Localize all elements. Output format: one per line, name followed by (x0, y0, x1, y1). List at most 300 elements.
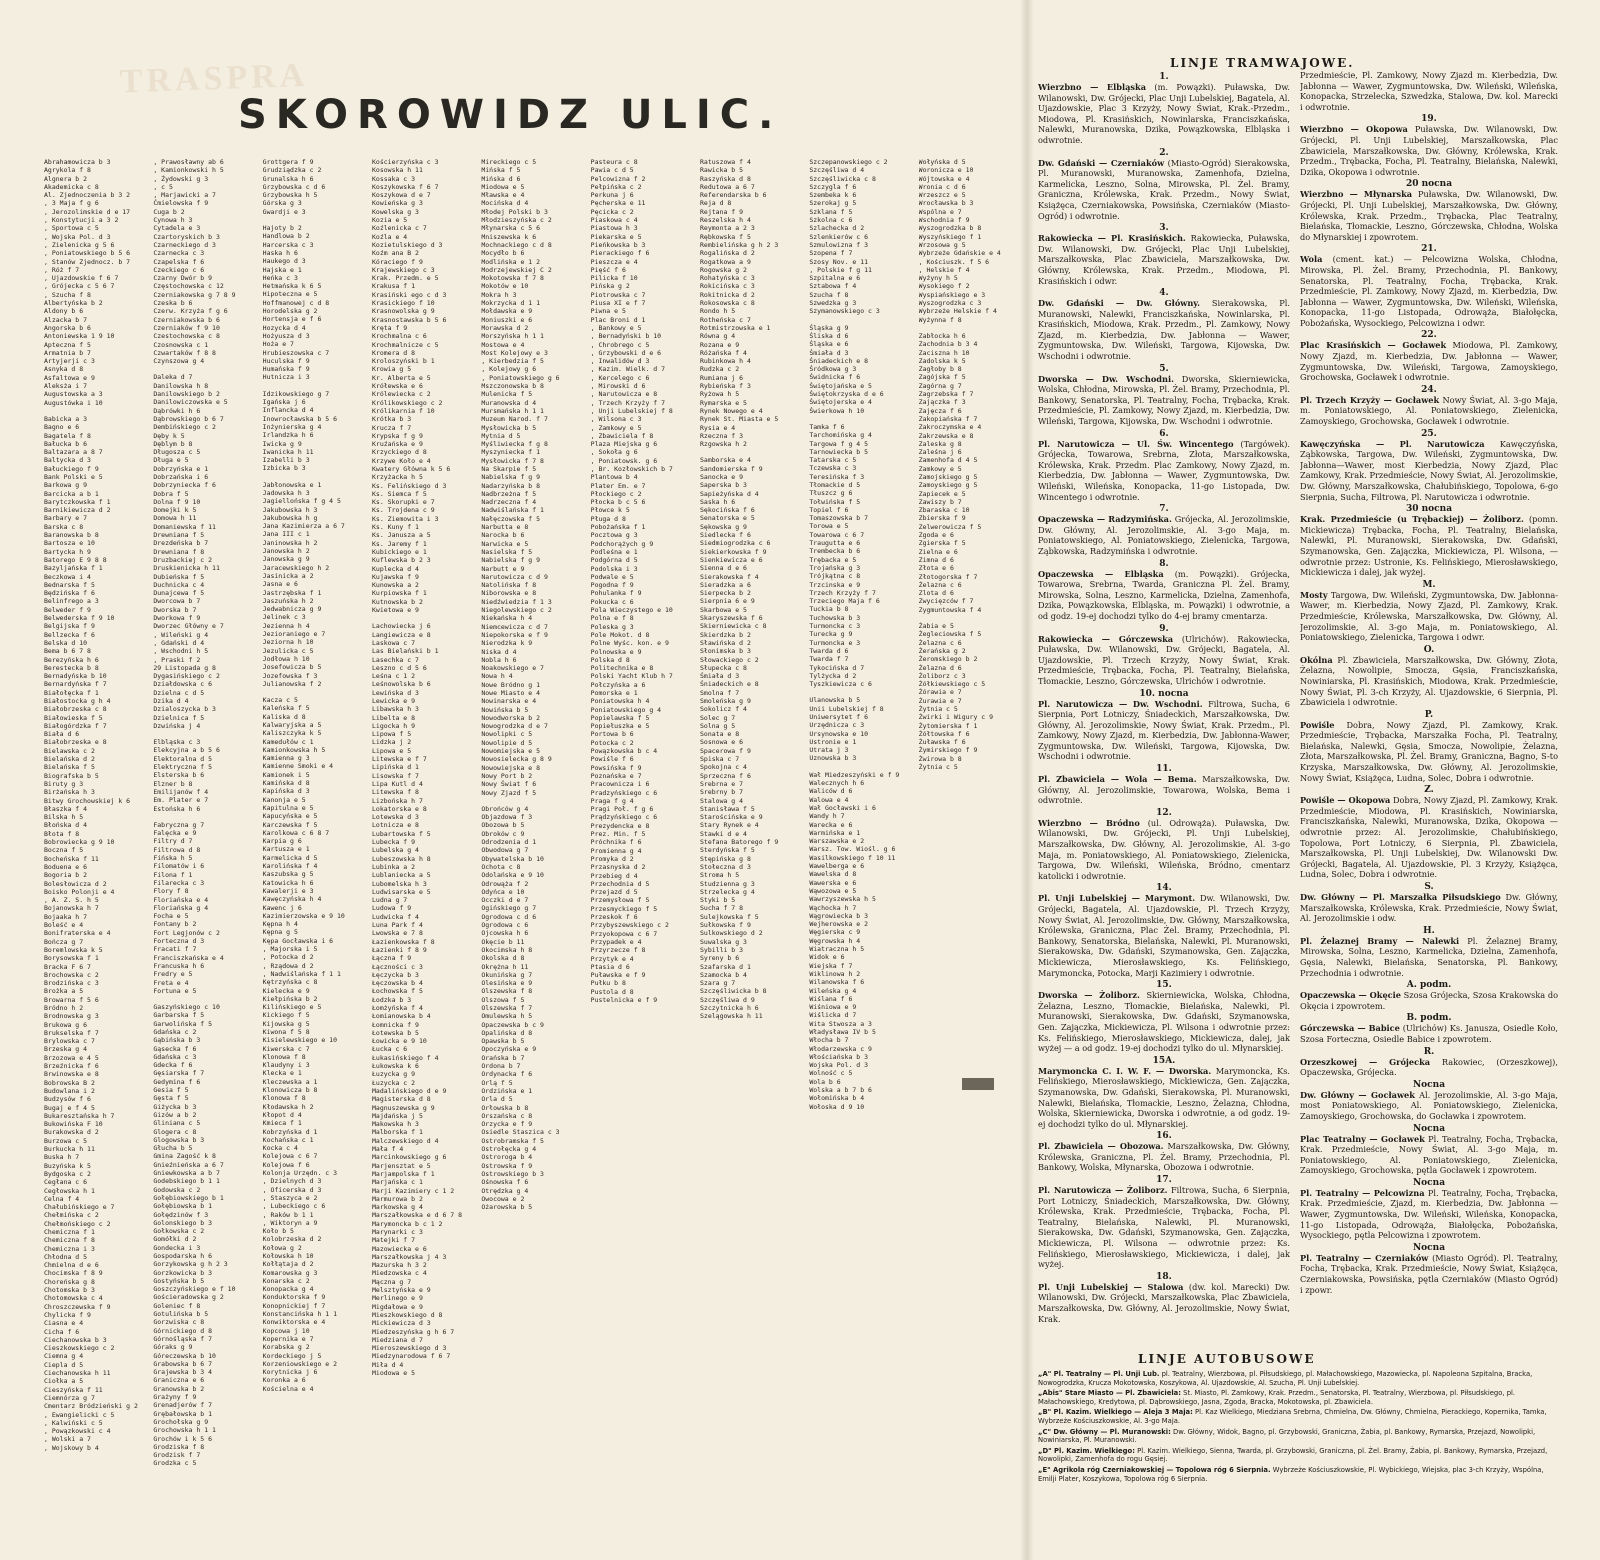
street-entry: Niepokorska e f 9 (481, 630, 548, 639)
street-entry: Królikowskiego c 2 (372, 398, 443, 407)
street-entry: Bonifraterska e 4 (44, 929, 111, 938)
street-entry: Sienna d e 6 (700, 564, 747, 573)
tram-line-endpoints: Plac Teatralny — Gocławek (1300, 1133, 1425, 1144)
street-entry: , Stanów Zjednocz. b 7 (44, 257, 131, 266)
street-entry: Gołędzinów f 3 (153, 1210, 209, 1219)
street-entry: Lachowiecka j 6 (372, 622, 431, 631)
street-entry: , Staszyca e 2 (262, 1193, 318, 1202)
street-entry: Szosy Nov. e 11 (809, 257, 869, 266)
street-entry: Fort Legjonów c 2 (153, 928, 220, 937)
street-entry: Kolejowa f 6 (262, 1160, 310, 1169)
street-entry: Kamienne Smoki e 4 (262, 762, 334, 771)
street-entry: Bugaj e f 4 5 (44, 1103, 95, 1112)
street-entry: Pustola d 8 (590, 987, 634, 996)
street-entry: Dobrzyńska e 1 (153, 464, 209, 473)
tram-line-streets: Dobra, Nowy Zjazd, Pl. Zamkowy, Krak. Przedmieście, Trębacka, Marszałka Focha, Pl. Teatralny, Bielańska, Nalewki, Gęsia, Smocza, Nowolipie, Żelazna, Złota, Marszałkowska, Pl. Żel. Bramy, Graniczna, Bagno, S-to Krzyska, Marszałkowska, Dw. Główny, Al. Jerozolimskie, Nowy Świat, Książęca, Ludna, Solec, Dobra i odwrotnie. (1300, 719, 1558, 783)
tram-line-endpoints: Dw. Gdański — Dw. Główny. (1038, 298, 1200, 309)
street-entry: Czarny Dwór b 9 (153, 274, 213, 283)
tram-line-route (1038, 634, 1290, 687)
street-entry: Młodej Polski b 3 (481, 207, 548, 216)
street-entry: Trzeciego Maja f 6 (809, 597, 880, 606)
street-entry: Lisowska f 7 (372, 771, 419, 780)
street-entry: Koło b 5 (262, 1227, 294, 1236)
street-entry: Kościelna e 4 (262, 1384, 314, 1393)
street-entry: Będzińska f 6 (44, 589, 95, 598)
street-entry: Błota f 8 (44, 829, 80, 838)
tram-line-streets: Puławska, Dw. Wilanowski, Dw. Grójecki, Pl. Unji Lubelskiej, Marszałkowska, Dw. Główny, Królewska, Krak. Przedm., Trębacka, Plac Teatralny, Bielańska, Tłomackie, Leszno, Górczewska, Chłodna, Wolska do Młynarskiej i zpowrotem. (1300, 189, 1558, 242)
street-entry: Gnieźnieńska a 6 7 (153, 1160, 224, 1169)
tram-line-streets: (pomn. Mickiewicza) Trębacka, Focha, Pl. Teatralny, Bielańska, Nalewki, Pl. Muranowski, Sierakowska, Dw. Gdański, Szymanowska, Gen. Zajączka, Mickiewicza, Pl. Wilsona, — odwrotnie przez: Ustronie, Ks. Felińskiego, Mierosławskiego, Mickiewicza i dalej, jak wyżej. (1300, 514, 1558, 578)
street-entry: Belinfrego a 3 (44, 597, 99, 606)
street-entry: , Br. Kozłowskich b 7 (590, 464, 673, 473)
street-entry: Szembeka k 6 (809, 191, 857, 200)
street-entry: Chełmońskiego c 2 (44, 1219, 111, 1228)
street-entry: Omulewska h 5 (481, 1012, 533, 1021)
street-entry: Niegolewskiego c 2 (481, 606, 552, 615)
tram-line (1038, 148, 1290, 222)
street-entry: Kaliszczyka k 5 (262, 729, 322, 738)
street-entry: Dęblym b 8 (153, 439, 193, 448)
street-entry: Przejazd d 5 (590, 888, 638, 897)
street-entry: Babicka a 3 (44, 414, 88, 423)
tram-line-number: 19. (1421, 114, 1437, 125)
street-entry: Tykocińska d 7 (809, 663, 865, 672)
street-entry: Grębałowska b 1 (153, 1409, 213, 1418)
street-entry: Pogodna f 9 (590, 581, 634, 590)
street-entry: Lubomelska h 3 (372, 879, 427, 888)
street-entry: Belweder f 9 (44, 605, 91, 614)
street-entry: Ciechanowska b 3 (44, 1335, 107, 1344)
street-entry: Kunowska a 2 (372, 581, 419, 590)
tram-line-route (1300, 1090, 1558, 1122)
tram-line-route (1038, 569, 1290, 622)
street-entry: Starościńska e 9 (700, 813, 763, 822)
bus-line-streets: St. Miasto, Pl. Zamkowy, Krak. Przedm., Senatorska, Pl. Teatralny, Wierzbowa, pl. Piłsudskiego, pl. Małachowskiego, Kredytowa, pl. Dąbrowskiego, Jasna, Zgoda, Bracka, Mokotowska, pl. Zbawiciela. (1038, 1389, 1516, 1406)
street-entry: Focha e 5 (153, 912, 189, 921)
street-entry: Grzybowska h 5 (262, 191, 318, 200)
street-entry: , Grójecka c 5 6 7 (44, 282, 115, 291)
street-entry: , Grzybowski d e 6 (590, 348, 662, 357)
street-entry: Modlińska e 1 2 (481, 257, 541, 266)
street-entry: Klonowa f 8 (262, 1094, 306, 1103)
street-entry: Garbarska f 5 (153, 1011, 205, 1020)
tram-line (1300, 980, 1558, 1011)
street-entry: Śliska d 6 (809, 331, 849, 340)
street-entry: Fińska h 5 (153, 854, 193, 863)
street-entry: Olszewska f 8 (481, 987, 533, 996)
street-entry: Zakopiańska f 7 (918, 414, 978, 423)
tram-line-streets: Marszałkowska, Dw. Główny, Al. Jerozolimskie, Towarowa, Wolska, Bema i odwrotnie. (1038, 774, 1290, 806)
street-entry: Tuckia b 8 (809, 605, 849, 614)
street-entry: Hetmańska k 6 5 (262, 282, 322, 291)
bus-line (1038, 1428, 1558, 1445)
street-entry: Śląska e 6 (809, 340, 849, 349)
index-column (700, 158, 803, 1538)
street-entry: Filona f 1 (153, 870, 193, 879)
street-entry: Włodarzewska c 9 (809, 1044, 872, 1053)
bus-line-streets: Pl. Kazim. Wielkiego, Sienna, Twarda, pl. Grzybowski, Graniczna, pl. Żel. Bramy, Żabia, pl. Bankowy, Rymarska, Przejazd, Nowolipki, Zamenhofa do rogu Gęsiej. (1038, 1446, 1548, 1464)
street-entry: Białostocka g h 4 (44, 697, 111, 705)
street-entry: Szczęśliwa d 4 (809, 166, 865, 175)
street-entry: , Konstytucji a 3 2 (44, 216, 119, 225)
street-entry: Kępna g 5 (262, 928, 298, 937)
street-entry: Nowińska b 5 (481, 705, 529, 714)
street-entry: Leśna c 1 2 (372, 672, 416, 681)
street-entry: Ordynacka f 6 (481, 1070, 533, 1079)
street-entry: Gesia f 5 (153, 1086, 189, 1095)
street-entry: Łomianowska b 4 (372, 1012, 431, 1021)
street-entry: Kazimierzowska e 9 10 (262, 911, 345, 920)
street-entry: Kłodawska h 2 (262, 1102, 314, 1111)
tram-line-number: 20 nocna (1405, 179, 1453, 190)
street-entry: Dobra f 5 (153, 489, 189, 498)
street-entry: Kowieńska g 3 (372, 199, 423, 208)
street-entry: Sierpnia 6 e 9 (700, 597, 755, 606)
tram-line (1038, 883, 1290, 978)
tram-line-number: 2. (1159, 147, 1169, 158)
street-entry: Asnyka d 8 (44, 365, 84, 374)
street-entry: Rzeczna f 3 (700, 431, 744, 440)
tram-line-route (1300, 990, 1558, 1011)
street-entry: Gedymina f 6 (153, 1077, 201, 1086)
street-entry: Mytnia d 5 (481, 431, 521, 440)
street-entry: Karczewska f 5 (262, 820, 318, 829)
street-entry: Trembecka b 6 (809, 547, 861, 556)
street-entry: Em. Plater e 7 (153, 796, 209, 805)
street-entry: Gościeradowska g 2 (153, 1293, 224, 1302)
street-entry: Rotheńska c 7 (700, 315, 751, 324)
bus-line-endpoints: „D" Pl. Kazim. Wielkiego: (1038, 1446, 1135, 1455)
street-entry: Złota e 6 (918, 564, 954, 573)
street-entry: Konduktorska f 9 (262, 1293, 326, 1302)
street-entry: Kmieca f 1 (262, 1119, 302, 1128)
street-entry: Kapucyńska e 5 (262, 812, 318, 821)
street-entry: Góraks g 9 (153, 1343, 193, 1352)
street-entry: Horodelska g 2 (262, 307, 318, 316)
street-entry: Grochowska h 1 1 (153, 1426, 216, 1435)
tram-line-endpoints: Górczewska — Babice (1300, 1023, 1400, 1034)
street-entry: , Zamkowy e 5 (590, 423, 642, 432)
street-entry: , Zielenicka g 5 6 (44, 240, 115, 249)
street-entry: Konstancińska h 1 1 (262, 1310, 338, 1319)
street-entry: Pomorska e 1 (590, 689, 638, 697)
street-entry: Uniwersytet f 6 (809, 713, 869, 721)
street-entry: Łodzka b 3 (372, 995, 412, 1004)
street-entry: Szczęśliwicka c 8 (809, 174, 876, 183)
street-entry: Spacerowa f 9 (700, 746, 751, 755)
street-entry: Cmentarz Bródzieński g 2 (44, 1402, 138, 1411)
street-entry: Przyrzecze f 8 (590, 946, 646, 955)
street-entry: Zlota d 6 (918, 589, 954, 598)
tram-line-number: 25. (1421, 428, 1437, 439)
street-entry: Kruźańska e 9 (372, 440, 423, 449)
street-entry: Wąwozowa e 5 (809, 886, 857, 895)
tram-line (1038, 223, 1290, 286)
tram-line-streets: Rakowiec, (Orzeszkowej), Opaczewska, Grójecka. (1300, 1056, 1558, 1078)
street-entry: , Raków b 1 1 (262, 1210, 314, 1219)
tram-line-route (1038, 990, 1290, 1054)
street-entry: Barnikiewicza d 2 (44, 506, 111, 515)
street-entry: Chylicka f 9 (44, 1310, 91, 1319)
street-entry: Marymoncka b c 1 2 (372, 1219, 443, 1228)
tram-line-streets: (ul. Odrowąża). Puławska, Dw. Wilanowski, Dw. Grójecki, Pl. Unji Lubelskiej, Marszałkowska, Dw. Główny, Al. Jerozolimskie, Al. 3-go Maja, m. Poniatowskiego, Al. Poniatowskiego, Zielenicka, Targowa, Dw. Wileński, Wileńska, Bródno, cmentarz katolicki i odwrotnie. (1038, 817, 1290, 881)
street-entry: Kordeckiego j 5 (262, 1351, 322, 1360)
tram-line (1300, 385, 1558, 427)
street-entry: Muranowska d 4 (481, 398, 537, 407)
street-entry: Kępa Gocławska i 6 (262, 936, 334, 945)
street-entry: Ludwicka f 4 (372, 912, 419, 921)
tram-line-route (1300, 795, 1558, 880)
street-entry: Harcerska c 3 (262, 240, 314, 249)
tram-line (1300, 580, 1558, 643)
tram-line-route (1300, 655, 1558, 708)
street-entry: Sękowska g 9 (700, 522, 747, 531)
tram-line-endpoints: Pl. Teatralny — Pelcowizna (1300, 1187, 1425, 1198)
tram-line-number: P. (1424, 709, 1434, 720)
street-entry: Miedzeszyńska g h 6 7 (372, 1327, 455, 1336)
street-entry: Rybieńska f 3 (700, 382, 751, 391)
street-entry: Rejtana f 9 (700, 207, 744, 216)
tram-line-endpoints: Wierzbno — Młynarska (1300, 189, 1413, 200)
street-entry: Szklana f 5 (809, 207, 853, 216)
tram-line-endpoints: Wierzbno — Okopowa (1300, 124, 1408, 135)
street-entry: Okolska d 8 (481, 954, 525, 963)
street-entry: Słowackiego c 2 (700, 655, 759, 664)
street-entry: Kiwerska c 7 (262, 1044, 310, 1053)
street-entry: Pragi Poł. f g 6 (590, 805, 654, 814)
street-entry: Izabelli b 3 (262, 456, 310, 465)
street-entry: Kosowska h 11 (372, 166, 423, 175)
bus-line (1038, 1370, 1558, 1387)
street-entry: Praga f g 4 (590, 796, 634, 805)
street-entry: Karolińska f 4 (262, 862, 318, 871)
tram-line-number: H. (1423, 925, 1435, 936)
street-entry: Siedmiogrodzka c 6 (700, 539, 771, 548)
tram-line-endpoints: Powiśle (1300, 719, 1335, 730)
street-entry: Szara g 7 (700, 979, 736, 988)
street-entry: , Kercelego c 6 (590, 373, 650, 382)
street-entry: Brożka a 5 (44, 987, 84, 996)
tram-line-number: A. podm. (1406, 980, 1452, 991)
street-entry: Kawenc j 6 (262, 903, 302, 912)
street-entry: Igańska j 6 (262, 398, 306, 407)
street-entry: Łuzycka c 2 (372, 1078, 416, 1087)
street-entry: Brukselska f 7 (44, 1028, 99, 1037)
street-entry: Apteczna f 5 (44, 340, 91, 349)
street-entry: Łucka c 6 (372, 1045, 408, 1054)
street-entry: Warszawska e 2 (809, 837, 865, 846)
street-entry: Giżycka b 3 (153, 1102, 197, 1111)
street-entry: Muzeum Narod. f 7 (481, 415, 548, 424)
street-entry: Hoża e 7 (262, 340, 294, 349)
street-entry: Pęcherska e 11 (590, 199, 646, 208)
street-entry: Birżańska h 3 (44, 788, 95, 797)
street-entry: Białobrzeska e 8 (44, 738, 107, 747)
tram-line-streets: Szosa Grójecka, Szosa Krakowska do Okęcia i zpowrotem. (1300, 990, 1558, 1011)
street-entry: Długosza c 5 (153, 448, 201, 457)
street-entry: Trojańska g 3 (809, 563, 861, 572)
street-entry: Polski Yacht Klub h 7 (590, 672, 673, 681)
street-entry: Siedlecka f 6 (700, 531, 751, 540)
street-entry: Bernardyńska f 7 (44, 680, 107, 689)
street-entry: Jedwabnicza g 9 (262, 605, 322, 614)
street-entry: Hozycka d 4 (262, 323, 306, 332)
tram-line-endpoints: Dw. Gdański — Czerniaków (1038, 157, 1165, 168)
street-entry: Nierodzka k 9 (481, 639, 533, 648)
tram-line (1300, 710, 1558, 784)
street-entry: Pola Wieczystego e 10 (590, 606, 673, 615)
street-entry: Biała d 6 (44, 730, 80, 739)
street-entry: Ludwisarska e 5 (372, 887, 431, 896)
tram-line-number: 9. (1159, 623, 1169, 634)
street-entry: Mokotów e 10 (481, 282, 529, 291)
street-entry: , Bankowy e 5 (590, 323, 642, 332)
street-entry: Młynarska c 5 6 (481, 224, 541, 233)
street-entry: Kępna h 4 (262, 920, 298, 929)
street-entry: Floriańska g 4 (153, 903, 209, 912)
tram-line-route (1038, 233, 1290, 286)
tram-line-endpoints: Pl. Trzech Krzyży — Gocławek (1300, 394, 1440, 405)
street-entry: Bema b 6 7 8 (44, 647, 91, 656)
street-entry: Sapieżyńska d 4 (700, 489, 759, 498)
tram-line-number: 24. (1421, 384, 1437, 395)
street-entry: Skaryszewska f 6 (700, 614, 763, 623)
street-entry: , Chrobrego c 5 (590, 340, 650, 349)
street-entry: , Wojskowy b 4 (44, 1443, 99, 1452)
street-entry: Węgierska c 9 (809, 928, 861, 937)
street-entry: Hożyusza d 3 (262, 331, 310, 340)
street-entry: Krasnowolska g 9 (372, 307, 435, 316)
street-entry: Klonowa f 8 (262, 1052, 306, 1061)
street-entry: Godowska c 2 (153, 1185, 201, 1194)
street-entry: Brodzińska c 3 (44, 979, 99, 988)
street-entry: Marszałkowska e d 6 7 8 (372, 1211, 463, 1220)
tram-line-number: S. (1424, 882, 1434, 892)
tram-line-number: 6. (1159, 428, 1169, 439)
tram-line-endpoints: Wola (1300, 254, 1323, 265)
street-entry: Góreczewska b 10 (153, 1351, 216, 1360)
street-entry: Przebieg d 4 (590, 871, 638, 880)
street-entry: , Zbawiciela f 8 (590, 431, 654, 440)
street-entry: Morawska d 2 (481, 323, 529, 332)
tram-line-number: Nocna (1412, 1177, 1446, 1188)
street-entry: Kr. Alberta e 5 (372, 373, 431, 382)
street-entry: Krowia g 5 (372, 365, 412, 374)
tram-line (1038, 364, 1290, 427)
street-entry: Tołwińska f 5 (809, 497, 861, 506)
street-entry: Mireckiego c 5 (481, 158, 537, 166)
street-entry: Nowogrodzka d e 7 (481, 722, 548, 731)
street-entry: Mysłowicka b 5 (481, 423, 537, 432)
street-entry: Przytyk e 4 (590, 954, 634, 963)
street-entry: Buzyńska k 5 (44, 1161, 91, 1170)
street-entry: Żytnia c 5 (918, 705, 958, 713)
tram-line-endpoints: Opaczewska — Radzymińska. (1038, 514, 1172, 525)
street-entry: Koronka a 6 (262, 1376, 306, 1385)
street-entry: Uznowska b 3 (809, 754, 857, 763)
street-entry: Belgijska f 9 (44, 622, 95, 631)
street-entry: Mławska e 4 (481, 191, 525, 200)
street-entry: Pohulanka f 9 (590, 589, 642, 598)
street-entry: Saperska b 3 (700, 481, 747, 490)
street-entry: Mieszkowskiego d 8 (372, 1310, 443, 1319)
street-entry: Tylżycka d 2 (809, 671, 857, 680)
street-entry: Sulkowskiego d 2 (700, 929, 763, 938)
street-entry: Iwicka g 9 (262, 439, 302, 448)
street-entry: Dzika d 4 (153, 697, 189, 705)
street-entry: , Kazim. Wielk. d 7 (590, 365, 666, 374)
street-entry: Julianowska f 2 (262, 679, 322, 688)
street-entry: Gdańska c 2 (153, 1027, 197, 1036)
street-entry: Elekcyjna a b 5 6 (153, 746, 220, 755)
street-entry: Sławińska d 2 (700, 638, 751, 647)
street-entry: Ciołka a 5 (44, 1377, 84, 1386)
street-entry: Podwale e 5 (590, 572, 634, 581)
street-entry: , Wilsona c 3 (590, 415, 642, 424)
street-entry: Drewniana f 8 (153, 547, 205, 556)
street-entry: Promienna g 4 (590, 846, 642, 855)
street-entry: Sierpecka b 2 (700, 589, 751, 598)
street-entry: Sztabowa f 4 (809, 282, 857, 291)
street-entry: Lipa Kutl d 4 (372, 779, 423, 788)
street-entry: Janinowska h 2 (262, 538, 318, 547)
street-entry: Sanocka e 9 (700, 472, 744, 481)
street-entry: Kapińska d 3 (262, 787, 310, 796)
tram-line-endpoints: Rakowiecka — Górczewska (1038, 633, 1174, 644)
street-entry: Dworkowa f 9 (153, 614, 201, 623)
street-entry: Twarda f 7 (809, 655, 849, 664)
street-entry: Sokolicz f 4 (700, 705, 747, 714)
street-entry: Styki b 5 (700, 896, 736, 905)
street-entry: Łukowska k 6 (372, 1062, 419, 1071)
street-entry: Albertyńska b 2 (44, 299, 103, 308)
street-entry: Boisko Polonji e 4 (44, 887, 115, 896)
street-entry: Poniatowska h 4 (590, 697, 650, 706)
tram-line-streets: Pl. Żelaznej Bramy, Mirowska, Solna, Leszno, Karmelicka, Dzielna, Zamenhofa, Gęsia, Nalewki, Bielańska, Senatorska, Pl. Bankowy, Przechodnia i odwrotnie. (1300, 935, 1558, 978)
street-entry: Wandy h 7 (809, 812, 845, 821)
street-entry: Komarowska g 3 (262, 1268, 318, 1277)
street-entry: Koźm ana B 2 (372, 249, 419, 258)
tram-line-endpoints: Marymoncka C. I. W. F. — Dworska. (1038, 1065, 1212, 1076)
street-entry: Ostrobramska f 5 (481, 1136, 544, 1145)
street-entry: Białowieska f 5 (44, 713, 103, 722)
street-entry: Równa g 4 (700, 332, 736, 341)
street-entry: Trzech Krzyży f 7 (809, 588, 876, 597)
street-entry: Wiatraczna h 5 (809, 945, 865, 954)
street-entry: Garwolińska f 5 (153, 1019, 213, 1028)
street-entry: Dzwińska j 4 (153, 721, 201, 730)
tram-line-streets: Puławska, Dw. Wilanowski, Dw. Grójecki, Pl. Unji Lubelskiej, Marszałkowska, Plac Zbawiciela, Marszałkowska, Dw. Główny, Królewska, Krak. Przedm., Trębacka, Focha, Pl. Teatralny, Bielańska, Nalewki, Dzika, Okopowa i odwrotnie. (1300, 124, 1558, 177)
street-entry: Modrzejewskiej C 2 (481, 265, 552, 274)
street-entry: Częstochowska c 12 (153, 282, 224, 291)
street-entry: Łowicka e 9 10 (372, 1037, 427, 1046)
street-entry: Żabia e 5 (918, 622, 954, 631)
street-entry: Kopernika e 7 (262, 1334, 314, 1343)
street-entry: Krzywe Koło e 4 (372, 456, 431, 465)
street-entry: Gęsiarska f 7 (153, 1069, 205, 1078)
street-entry: Olesińska e 9 (481, 979, 533, 988)
street-entry: Narbutt e 9 (481, 564, 525, 573)
street-entry: Polnowska e 9 (590, 647, 642, 656)
street-entry: Szerokaj g 5 (809, 199, 857, 208)
street-entry: Próchnika f 6 (590, 838, 642, 847)
street-entry: Jabłonowska e 1 (262, 480, 322, 489)
street-entry: Gołębiowskiego b 1 (153, 1193, 224, 1202)
street-entry: Rotmistrzowska e 1 (700, 323, 771, 332)
tram-line-route (1300, 340, 1558, 382)
street-entry: Żerańska g 2 (918, 646, 966, 655)
street-entry: Wołoska d 9 10 (809, 1102, 865, 1111)
